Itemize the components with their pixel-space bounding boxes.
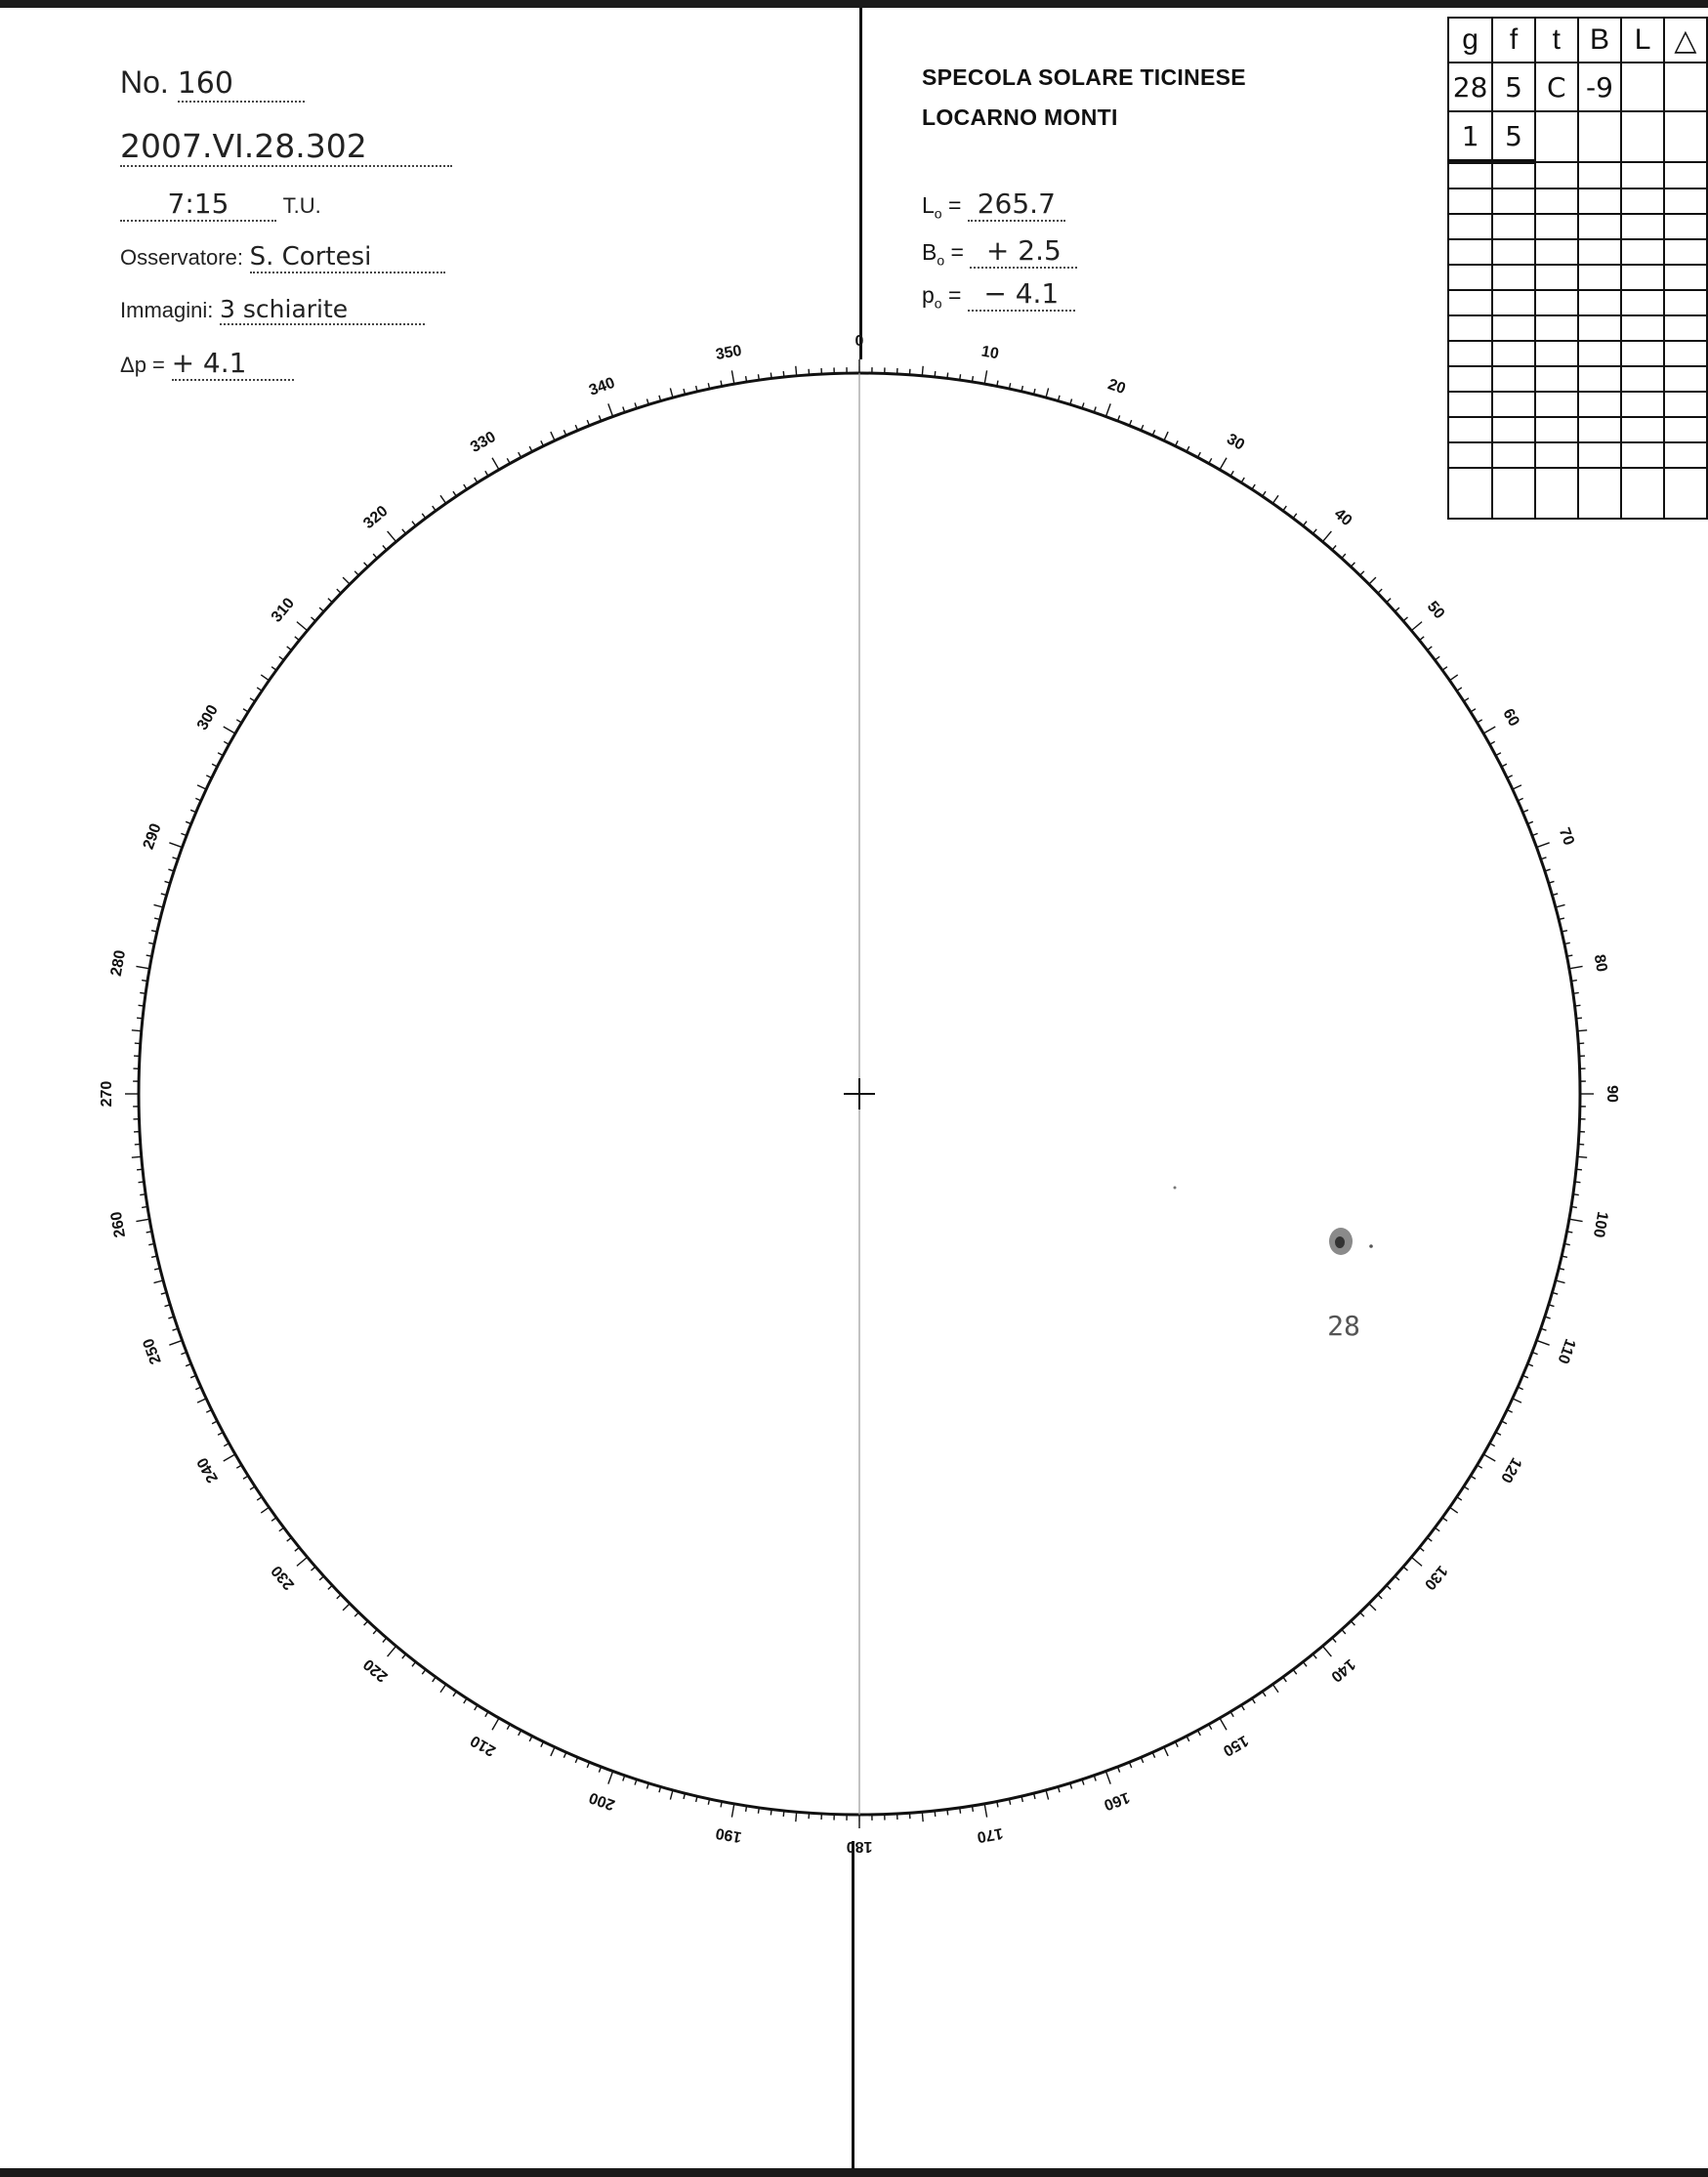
scale-tick xyxy=(1395,1576,1398,1580)
scale-tick xyxy=(1360,571,1364,575)
images-label: Immagini: xyxy=(120,298,214,322)
number-label: No. xyxy=(120,64,169,100)
scale-tick xyxy=(132,1156,142,1157)
scale-tick xyxy=(1220,458,1227,470)
scale-tick xyxy=(1395,607,1398,611)
col-header-f: f xyxy=(1492,18,1535,63)
scale-label: 30 xyxy=(1224,431,1248,454)
b0-label: B xyxy=(922,239,937,265)
scale-tick xyxy=(140,992,146,993)
scale-label: 0 xyxy=(854,333,864,351)
scale-tick xyxy=(1263,1692,1266,1696)
scale-tick xyxy=(311,617,315,621)
scale-tick xyxy=(1450,1507,1458,1513)
scale-tick xyxy=(328,1585,332,1589)
scale-tick xyxy=(947,373,948,379)
scale-tick xyxy=(153,1280,163,1283)
scale-tick xyxy=(960,1808,961,1814)
scale-tick xyxy=(746,376,747,382)
scale-tick xyxy=(279,656,284,660)
scale-tick xyxy=(1571,981,1577,982)
scale-label: 10 xyxy=(979,343,1000,363)
scale-tick xyxy=(1420,637,1425,641)
scale-tick xyxy=(136,966,149,968)
scale-tick xyxy=(746,1806,747,1812)
scale-tick xyxy=(257,688,262,691)
scale-label: 310 xyxy=(268,595,299,626)
scale-tick xyxy=(364,563,368,566)
scale-tick xyxy=(1573,992,1579,993)
scale-tick xyxy=(1450,675,1458,681)
cell-g: 28 xyxy=(1448,63,1492,111)
scale-tick xyxy=(433,506,437,511)
cell-f: 5 xyxy=(1492,111,1535,162)
p0-sub: o xyxy=(934,295,942,312)
scale-tick xyxy=(1105,1771,1110,1783)
scale-tick xyxy=(297,1557,308,1566)
observatory-location: LOCARNO MONTI xyxy=(922,105,1118,130)
scale-tick xyxy=(1435,656,1439,660)
scale-tick xyxy=(1322,531,1331,542)
scale-tick xyxy=(1457,688,1462,691)
scale-tick xyxy=(1569,1219,1583,1221)
sunspot-pore xyxy=(1174,1187,1177,1190)
scale-tick xyxy=(287,1537,292,1541)
scale-tick xyxy=(224,727,235,733)
scale-tick xyxy=(261,675,269,681)
scale-label: 160 xyxy=(1101,1788,1132,1814)
scale-tick xyxy=(783,371,784,377)
scale-tick xyxy=(1351,563,1354,566)
col-header-l: L xyxy=(1621,18,1664,63)
scale-tick xyxy=(137,1018,143,1019)
scale-label: 270 xyxy=(99,1080,116,1108)
scale-tick xyxy=(440,495,446,503)
scale-tick xyxy=(1574,1005,1580,1006)
scale-label: 240 xyxy=(193,1454,222,1486)
scale-tick xyxy=(1342,554,1346,558)
scale-tick xyxy=(337,1595,341,1599)
scale-label: 200 xyxy=(587,1788,618,1814)
scale-tick xyxy=(354,1612,358,1616)
scale-tick xyxy=(287,647,292,650)
l0-sub: o xyxy=(934,205,942,222)
scale-tick xyxy=(608,1771,613,1783)
scale-label: 60 xyxy=(1499,705,1522,730)
scale-tick xyxy=(1411,622,1422,631)
scale-tick xyxy=(1322,1646,1331,1656)
scale-tick xyxy=(1442,667,1447,671)
date-value: 2007.VI.28.302 xyxy=(120,127,452,167)
scale-tick xyxy=(383,1638,387,1643)
scale-tick xyxy=(1464,698,1469,701)
scale-tick xyxy=(1483,1454,1495,1461)
scale-tick xyxy=(388,1646,396,1656)
scale-tick xyxy=(319,1576,323,1580)
scale-tick xyxy=(412,522,416,526)
scale-tick xyxy=(197,1399,206,1402)
scale-label: 50 xyxy=(1423,598,1448,623)
scale-tick xyxy=(796,366,797,376)
scale-tick xyxy=(947,1809,948,1815)
scale-tick xyxy=(935,1811,936,1817)
scale-tick xyxy=(1556,1280,1565,1283)
scale-tick xyxy=(1220,1718,1227,1730)
scale-tick xyxy=(297,622,308,631)
scale-tick xyxy=(343,577,350,584)
time-unit: T.U. xyxy=(282,193,321,218)
delta-p-label: Δp = xyxy=(120,353,165,377)
scale-tick xyxy=(1428,647,1433,650)
scale-tick xyxy=(922,366,923,376)
images-value: 3 schiarite xyxy=(220,295,425,325)
scale-tick xyxy=(1332,1638,1336,1643)
scale-tick xyxy=(1569,966,1583,968)
scale-tick xyxy=(1342,1629,1346,1633)
scale-tick xyxy=(1420,1547,1425,1551)
l0-eq: = xyxy=(947,192,962,218)
scale-tick xyxy=(1513,785,1521,789)
cell-t: C xyxy=(1535,63,1578,111)
p0-value: − 4.1 xyxy=(968,277,1075,312)
scale-label: 290 xyxy=(140,821,165,853)
scale-label: 120 xyxy=(1497,1454,1525,1486)
scale-tick xyxy=(250,698,255,701)
scale-tick xyxy=(1513,1399,1521,1402)
scale-tick xyxy=(670,1790,673,1800)
scale-tick xyxy=(1272,495,1278,503)
l0-label: L xyxy=(922,192,935,218)
scale-tick xyxy=(758,1808,759,1814)
sunspot-umbra xyxy=(1335,1236,1345,1248)
scale-tick xyxy=(1536,843,1549,848)
scale-tick xyxy=(1571,1206,1577,1207)
scale-label: 340 xyxy=(587,374,618,399)
p0-eq: = xyxy=(947,282,962,308)
scale-tick xyxy=(731,370,733,384)
scale-tick xyxy=(731,1804,733,1818)
scale-tick xyxy=(984,370,986,384)
scale-tick xyxy=(402,1654,406,1659)
scale-tick xyxy=(1312,529,1316,534)
scale-tick xyxy=(551,432,555,440)
scale-tick xyxy=(139,1005,145,1006)
scale-tick xyxy=(422,514,426,519)
scale-tick xyxy=(1293,1669,1297,1674)
scale-tick xyxy=(1312,1654,1316,1659)
scale-tick xyxy=(1378,1595,1382,1599)
number-value: 160 xyxy=(178,66,305,103)
scale-tick xyxy=(1403,617,1408,621)
scale-tick xyxy=(783,1811,784,1817)
scale-tick xyxy=(551,1747,555,1756)
scale-tick xyxy=(1332,545,1336,550)
scale-tick xyxy=(453,491,456,496)
scale-tick xyxy=(492,458,499,470)
scale-label: 170 xyxy=(976,1823,1005,1846)
scale-tick xyxy=(670,388,673,398)
cell-g: 1 xyxy=(1448,111,1492,162)
scale-tick xyxy=(464,484,467,489)
scale-tick xyxy=(1105,403,1110,416)
scale-tick xyxy=(1536,1340,1549,1345)
col-header-t: t xyxy=(1535,18,1578,63)
scale-tick xyxy=(250,1486,255,1489)
scale-tick xyxy=(295,1547,300,1551)
scale-tick xyxy=(197,785,206,789)
scale-label: 90 xyxy=(1603,1085,1620,1103)
delta-p-value: + 4.1 xyxy=(172,347,294,381)
scale-tick xyxy=(137,1169,143,1170)
scale-label: 350 xyxy=(714,342,743,364)
scale-tick xyxy=(271,1518,276,1522)
scale-tick xyxy=(412,1662,416,1667)
scale-tick xyxy=(257,1497,262,1500)
scale-tick xyxy=(295,637,300,641)
scale-label: 40 xyxy=(1330,505,1355,530)
scale-tick xyxy=(136,1219,149,1221)
scale-tick xyxy=(972,1806,973,1812)
scale-label: 300 xyxy=(193,702,222,733)
scale-tick xyxy=(383,545,387,550)
sunspot-pore xyxy=(1369,1244,1373,1248)
scale-tick xyxy=(1283,1677,1287,1682)
scale-tick xyxy=(984,1804,986,1818)
scale-tick xyxy=(1046,388,1049,398)
scale-label: 20 xyxy=(1105,376,1128,398)
scale-tick xyxy=(373,1629,377,1633)
scale-tick xyxy=(142,981,147,982)
scale-label: 220 xyxy=(360,1654,392,1686)
scale-tick xyxy=(1442,1518,1447,1522)
scale-tick xyxy=(132,1030,142,1031)
scale-tick xyxy=(364,1621,368,1625)
scale-label: 280 xyxy=(107,948,130,978)
scale-tick xyxy=(1263,491,1266,496)
scale-tick xyxy=(1464,1486,1469,1489)
scale-tick xyxy=(169,843,182,848)
l0-value: 265.7 xyxy=(968,188,1065,222)
scale-tick xyxy=(422,1669,426,1674)
scale-label: 140 xyxy=(1327,1654,1358,1686)
scale-label: 80 xyxy=(1590,953,1610,974)
scale-tick xyxy=(1387,1585,1391,1589)
scale-tick xyxy=(1283,506,1287,511)
scale-tick xyxy=(1252,1698,1255,1703)
scale-tick xyxy=(1576,1169,1582,1170)
observer-value: S. Cortesi xyxy=(250,242,445,273)
scale-tick xyxy=(271,667,276,671)
scale-tick xyxy=(1411,1557,1422,1566)
scale-tick xyxy=(224,1454,235,1461)
scale-tick xyxy=(922,1812,923,1821)
scale-tick xyxy=(1483,727,1495,733)
scale-tick xyxy=(261,1507,269,1513)
col-header-delta: △ xyxy=(1664,18,1707,63)
scale-tick xyxy=(758,374,759,380)
scale-tick xyxy=(373,554,377,558)
scale-tick xyxy=(319,607,323,611)
scale-tick xyxy=(796,1812,797,1821)
scale-tick xyxy=(169,1340,182,1345)
scale-tick xyxy=(139,1182,145,1183)
scale-tick xyxy=(1164,1747,1168,1756)
scale-tick xyxy=(1556,904,1565,907)
scale-tick xyxy=(440,1685,446,1693)
scale-tick xyxy=(1387,599,1391,603)
scale-label: 320 xyxy=(360,502,392,533)
scale-tick xyxy=(1403,1567,1408,1570)
scale-label: 150 xyxy=(1220,1732,1251,1760)
scale-tick xyxy=(343,1604,350,1611)
group-number-label: 28 xyxy=(1327,1310,1360,1342)
p0-label: p xyxy=(922,282,935,308)
scale-label: 330 xyxy=(468,428,499,456)
scale-tick xyxy=(1252,484,1255,489)
scale-label: 100 xyxy=(1589,1210,1611,1239)
scale-tick xyxy=(1046,1790,1049,1800)
scale-label: 70 xyxy=(1555,825,1577,848)
scale-tick xyxy=(1428,1537,1433,1541)
scale-tick xyxy=(1577,1156,1587,1157)
cell-b: -9 xyxy=(1578,63,1622,111)
scale-tick xyxy=(1351,1621,1354,1625)
scale-tick xyxy=(388,531,396,542)
scale-tick xyxy=(1272,1685,1278,1693)
b0-value: + 2.5 xyxy=(970,234,1077,269)
observatory-name: SPECOLA SOLARE TICINESE xyxy=(922,64,1246,90)
scale-tick xyxy=(464,1698,467,1703)
scale-tick xyxy=(1577,1030,1587,1031)
scale-tick xyxy=(492,1718,499,1730)
scale-tick xyxy=(1369,1604,1376,1611)
scale-tick xyxy=(337,589,341,593)
scale-tick xyxy=(1303,522,1307,526)
cell-f: 5 xyxy=(1492,63,1535,111)
scale-tick xyxy=(153,904,163,907)
scale-label: 180 xyxy=(846,1837,873,1855)
scale-label: 110 xyxy=(1554,1336,1579,1366)
scale-tick xyxy=(1457,1497,1462,1500)
scale-tick xyxy=(142,1206,147,1207)
scale-label: 230 xyxy=(268,1562,299,1593)
scale-tick xyxy=(1369,577,1376,584)
observer-label: Osservatore: xyxy=(120,245,243,270)
scale-tick xyxy=(1164,432,1168,440)
time-value: 7:15 xyxy=(120,188,276,222)
scale-tick xyxy=(1435,1528,1439,1531)
scale-label: 190 xyxy=(714,1823,743,1846)
scale-tick xyxy=(279,1528,284,1531)
b0-eq: = xyxy=(950,239,964,265)
scale-tick xyxy=(433,1677,437,1682)
scale-tick xyxy=(140,1194,146,1195)
scale-label: 260 xyxy=(107,1210,130,1239)
scale-tick xyxy=(453,1692,456,1696)
scale-tick xyxy=(1360,1612,1364,1616)
scale-tick xyxy=(1576,1018,1582,1019)
scale-tick xyxy=(1378,589,1382,593)
scale-tick xyxy=(972,376,973,382)
col-header-g: g xyxy=(1448,18,1492,63)
scale-tick xyxy=(354,571,358,575)
scale-label: 130 xyxy=(1420,1562,1451,1593)
scale-tick xyxy=(1573,1194,1579,1195)
b0-sub: o xyxy=(937,252,945,269)
scale-tick xyxy=(960,374,961,380)
scale-tick xyxy=(402,529,406,534)
scale-tick xyxy=(1574,1182,1580,1183)
scale-tick xyxy=(608,403,613,416)
col-header-b: B xyxy=(1578,18,1622,63)
scale-tick xyxy=(328,599,332,603)
scale-tick xyxy=(311,1567,315,1570)
scale-tick xyxy=(935,371,936,377)
scale-label: 210 xyxy=(468,1732,499,1760)
scale-label: 250 xyxy=(140,1335,165,1366)
scale-tick xyxy=(1293,514,1297,519)
scale-tick xyxy=(1303,1662,1307,1667)
